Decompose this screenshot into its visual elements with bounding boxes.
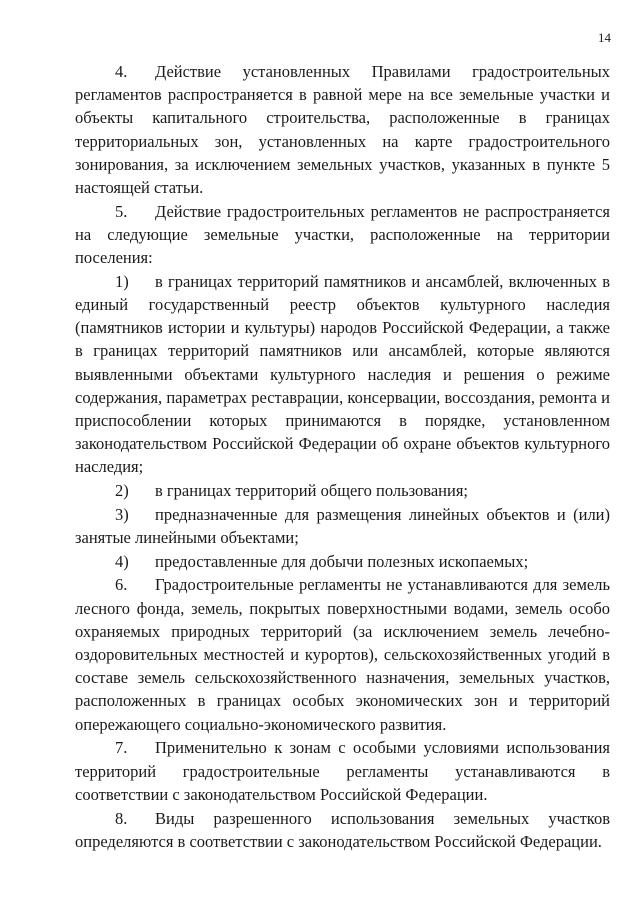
paragraph-text: Применительно к зонам с особыми условиями использования территорий градостроительные регламенты устанавливаются в соответствии с законодательством Российской Федерации.	[75, 738, 610, 804]
list-item-number: 1)	[115, 271, 129, 291]
paragraph-number: 7.	[115, 738, 128, 758]
list-item-number: 3)	[115, 504, 129, 524]
paragraph-text: Градостроительные регламенты не устанавливаются для земель лесного фонда, земель, покрытых поверхностными водами, земель особо охраняемых природных территорий (за исключением земель лечебно-оздоровительных местностей и курортов), сельскохозяйственных угодий в составе земель сельскохозяйственного назначения, земельных участков, расположенных в границах особых экономических зон и территорий опережающего социально-экономического развития.	[75, 575, 610, 734]
paragraph-number: 4.	[115, 62, 128, 81]
list-item-text: в границах территорий общего пользования;	[155, 481, 469, 501]
list-item-4	[75, 550, 610, 573]
paragraph-number: 8.	[115, 808, 128, 828]
list-item-1	[75, 270, 610, 479]
list-item-number: 4)	[115, 551, 129, 571]
paragraph-4	[75, 60, 610, 199]
paragraph-6	[75, 573, 610, 735]
document-body	[75, 60, 610, 853]
list-item-text: предназначенные для размещения линейных объектов и (или) занятые линейными объектами;	[75, 504, 610, 548]
paragraph-8	[75, 807, 610, 853]
paragraph-text: Действие градостроительных регламентов не распространяется на следующие земельные участки, расположенные на территории поселения:	[75, 201, 610, 268]
list-item-text: предоставленные для добычи полезных ископаемых;	[155, 551, 529, 571]
paragraph-text: Действие установленных Правилами градостроительных регламентов распространяется в равной мере на все земельные участки и объекты капитального строительства, расположенные в границах территориальных зон, установленных на карте градостроительного зонирования, за исключением земельных участков, указанных в пункте 5 настоящей статьи.	[75, 62, 610, 198]
paragraph-5	[75, 200, 610, 270]
paragraph-7	[75, 736, 610, 806]
paragraph-number: 5.	[115, 201, 128, 221]
list-item-3	[75, 503, 610, 549]
paragraph-text: Виды разрешенного использования земельных участков определяются в соответствии с законодательством Российской Федерации.	[75, 808, 610, 851]
list-item-text: в границах территорий памятников и ансамблей, включенных в единый государственный реестр объектов культурного наследия (памятников истории и культуры) народов Российской Федерации, а также в границах территорий памятников или ансамблей, которые являются выявленными объектами культурного наследия и решения о режиме содержания, параметрах реставрации, консервации, воссоздания, ремонта и приспособлении которых принимаются в порядке, установленном законодательством Российской Федерации об охране объектов культурного наследия;	[75, 271, 610, 477]
paragraph-number: 6.	[115, 575, 128, 595]
page-number: 14	[598, 30, 611, 45]
list-item-number: 2)	[115, 481, 129, 501]
list-item-2	[75, 479, 610, 502]
